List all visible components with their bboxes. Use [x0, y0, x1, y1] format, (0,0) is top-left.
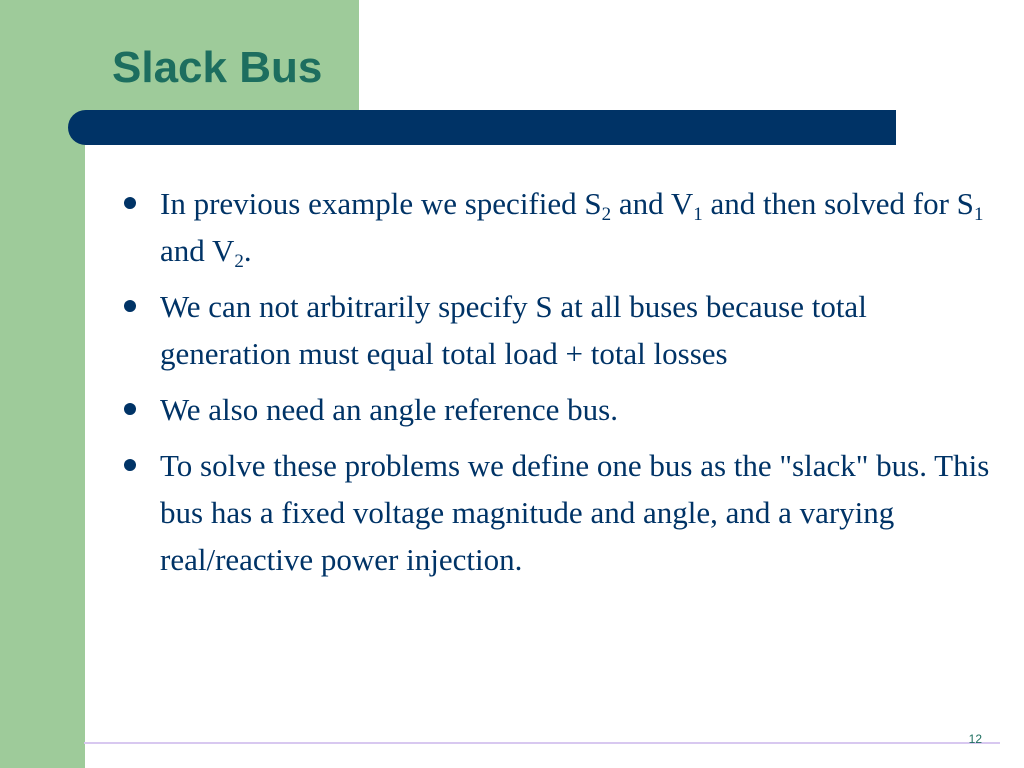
subscript: 1	[693, 204, 703, 225]
text-segment: To solve these problems we define one bus as the "slack" bus. This bus has a fixed voltage magnitude and angle, and a varying real/reactive power injection.	[160, 448, 990, 577]
green-sidebar-panel	[0, 110, 85, 768]
bullet-text	[160, 448, 989, 577]
bullet-item	[120, 386, 1000, 433]
text-segment: In previous example we specified S	[160, 186, 602, 221]
text-segment: and V	[611, 186, 694, 221]
subscript: 1	[973, 204, 984, 225]
page-number: 12	[968, 732, 982, 746]
slide-title: Slack Bus	[112, 43, 323, 92]
footer-divider	[24, 742, 1000, 744]
bullet-list	[120, 180, 1000, 592]
title-underline-bar	[68, 110, 896, 145]
text-segment: We also need an angle reference bus.	[160, 392, 618, 427]
subscript: 2	[601, 204, 612, 225]
bullet-text	[160, 392, 618, 427]
text-segment: and V	[160, 233, 235, 268]
bullet-item	[120, 180, 1000, 274]
bullet-item	[120, 283, 1000, 377]
bullet-item	[120, 442, 1000, 583]
bullet-dot-icon	[124, 197, 136, 209]
bullet-dot-icon	[124, 403, 136, 415]
text-segment: We can not arbitrarily specify S at all buses because total generation must equal total load + total losses	[160, 289, 867, 371]
bullet-dot-icon	[124, 300, 136, 312]
bullet-text	[160, 289, 867, 371]
text-segment: and then solved for S	[702, 186, 974, 221]
bullet-text	[160, 186, 984, 272]
subscript: 2	[234, 251, 244, 272]
text-segment: .	[243, 233, 252, 268]
bullet-dot-icon	[124, 459, 136, 471]
